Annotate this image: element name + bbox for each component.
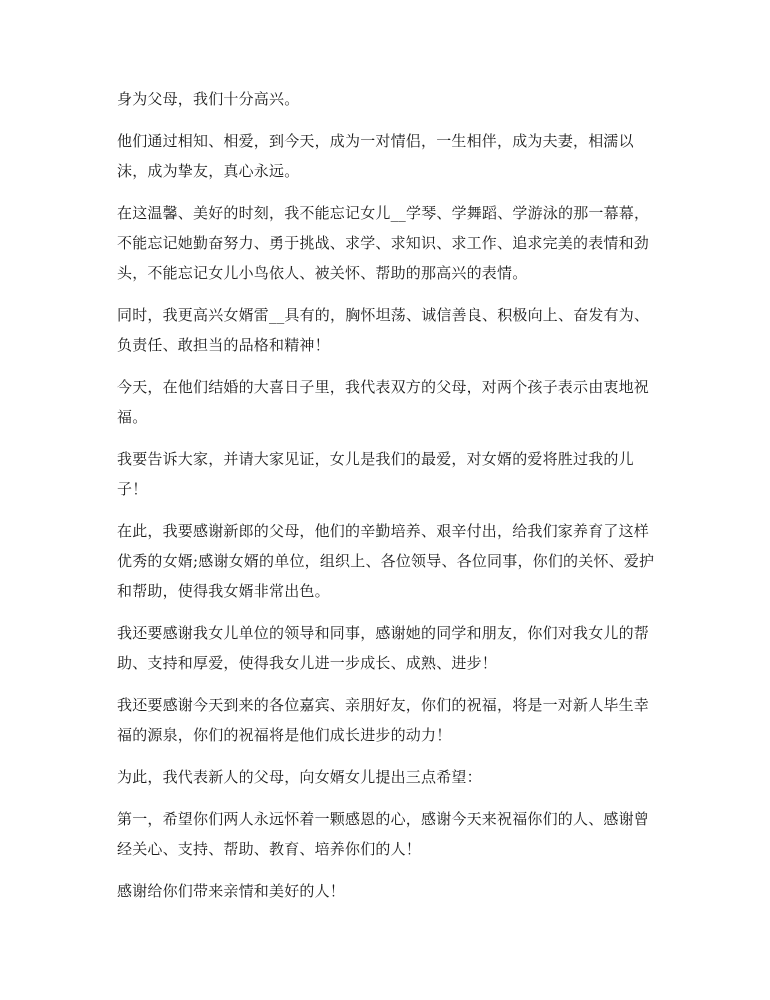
paragraph: 在此，我要感谢新郎的父母，他们的辛勤培养、艰辛付出，给我们家养育了这样优秀的女婿;感谢女婿的单位，组织上、各位领导、各位同事，你们的关怀、爱护和帮助，使得我女婿非常出色。 [117, 522, 655, 600]
paragraph: 在这温馨、美好的时刻，我不能忘记女儿__学琴、学舞蹈、学游泳的那一幕幕，不能忘记她勤奋努力、勇于挑战、求学、求知识、求工作、追求完美的表情和劲头，不能忘记女儿小鸟依人、被关怀、帮助的那高兴的表情。 [117, 204, 650, 282]
paragraph: 为此，我代表新人的父母，向女婿女儿提出三点希望： [117, 768, 482, 786]
paragraph: 我还要感谢今天到来的各位嘉宾、亲朋好友，你们的祝福，将是一对新人毕生幸福的源泉，你们的祝福将是他们成长进步的动力！ [117, 696, 650, 744]
paragraph: 我还要感谢我女儿单位的领导和同事，感谢她的同学和朋友，你们对我女儿的帮助、支持和厚爱，使得我女儿进一步成长、成熟、进步！ [117, 624, 650, 672]
paragraph: 我要告诉大家，并请大家见证，女儿是我们的最爱，对女婿的爱将胜过我的儿子！ [117, 450, 634, 498]
paragraph: 他们通过相知、相爱，到今天，成为一对情侣，一生相伴，成为夫妻，相濡以沫，成为挚友，真心永远。 [117, 132, 634, 180]
paragraph: 今天，在他们结婚的大喜日子里，我代表双方的父母，对两个孩子表示由衷地祝福。 [117, 378, 650, 426]
paragraph: 同时，我更高兴女婿雷__具有的，胸怀坦荡、诚信善良、积极向上、奋发有为、负责任、敢担当的品格和精神！ [117, 306, 650, 354]
paragraph: 身为父母，我们十分高兴。 [117, 90, 300, 108]
paragraph: 感谢给你们带来亲情和美好的人！ [117, 882, 346, 900]
document-body [117, 84, 657, 918]
paragraph: 第一，希望你们两人永远怀着一颗感恩的心，感谢今天来祝福你们的人、感谢曾经关心、支持、帮助、教育、培养你们的人！ [117, 810, 650, 858]
